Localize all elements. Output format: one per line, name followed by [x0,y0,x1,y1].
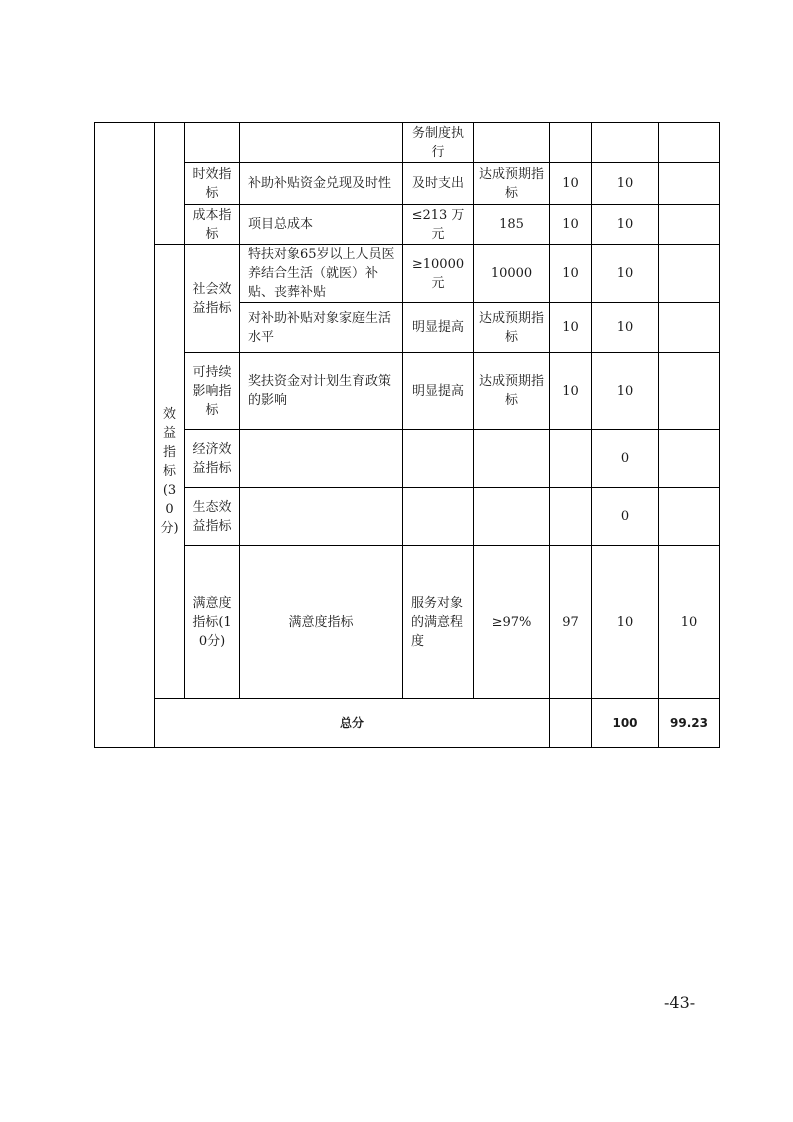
score-cell [592,123,659,163]
indicator-name-cell [240,123,403,163]
level3-cell: 生态效益指标 [185,488,240,546]
weight-cell [550,488,592,546]
weight-cell: 10 [592,546,659,699]
total-label: 总分 [155,699,550,748]
remark-cell [659,353,720,430]
remark-cell [659,430,720,488]
benefit-indicator-label: 效益指标(30分) [155,245,185,699]
level3-cell: 社会效益指标 [185,245,240,353]
total-score: 99.23 [659,699,720,748]
remark-cell [659,488,720,546]
remark-cell [659,163,720,205]
table-row [95,488,720,546]
actual-cell: 达成预期指标 [474,303,550,353]
standard-cell [403,430,474,488]
actual-cell: 97 [550,546,592,699]
table-row [95,123,720,163]
actual-cell [474,123,550,163]
standard-cell: 及时支出 [403,163,474,205]
table-row [95,546,720,699]
weight-cell: 10 [550,163,592,205]
weight-cell [550,123,592,163]
level3-cell [185,123,240,163]
remark-cell [659,123,720,163]
weight-cell: 10 [550,205,592,245]
score-cell: 0 [592,430,659,488]
indicator-name-cell: 奖扶资金对计划生育政策的影响 [240,353,403,430]
weight-cell: 10 [550,303,592,353]
standard-cell: 务制度执行 [403,123,474,163]
actual-cell [550,699,592,748]
table-row [95,245,720,303]
score-cell: 0 [592,488,659,546]
remark-cell [659,245,720,303]
weight-cell: 10 [550,245,592,303]
indicator-name-cell: 特扶对象65岁以上人员医养结合生活（就医）补贴、丧葬补贴 [240,245,403,303]
weight-cell: 10 [550,353,592,430]
remark-cell [659,303,720,353]
standard-cell [403,488,474,546]
level3-cell: 时效指标 [185,163,240,205]
standard-cell: ≤213 万元 [403,205,474,245]
total-weight: 100 [592,699,659,748]
indicator-name-cell: 项目总成本 [240,205,403,245]
score-cell: 10 [592,163,659,205]
indicator-name-cell: 补助补贴资金兑现及时性 [240,163,403,205]
score-cell: 10 [592,245,659,303]
actual-cell: 达成预期指标 [474,163,550,205]
indicator-name-cell [240,430,403,488]
performance-table [94,122,720,748]
score-cell: 10 [592,303,659,353]
actual-cell: 10000 [474,245,550,303]
weight-cell [550,430,592,488]
standard-cell: ≥97% [474,546,550,699]
level3-cell: 满意度指标 [240,546,403,699]
level1-cell [95,123,155,748]
level3-cell: 可持续影响指标 [185,353,240,430]
table-row [95,205,720,245]
indicator-name-cell: 对补助补贴对象家庭生活水平 [240,303,403,353]
satisfaction-indicator-label: 满意度指标(10分) [185,546,240,699]
actual-cell [474,430,550,488]
level3-cell: 经济效益指标 [185,430,240,488]
standard-cell: 明显提高 [403,353,474,430]
table-row [95,353,720,430]
page-number: -43- [664,993,696,1012]
remark-cell [659,205,720,245]
level3-cell: 成本指标 [185,205,240,245]
standard-cell: 明显提高 [403,303,474,353]
indicator-name-cell [240,488,403,546]
score-cell: 10 [592,353,659,430]
actual-cell [474,488,550,546]
score-cell: 10 [659,546,720,699]
score-cell: 10 [592,205,659,245]
table-row [95,430,720,488]
output-indicator-cell [155,123,185,245]
table-row [95,163,720,205]
indicator-name-cell: 服务对象的满意程度 [403,546,474,699]
actual-cell: 185 [474,205,550,245]
standard-cell: ≥10000元 [403,245,474,303]
total-row [95,699,720,748]
actual-cell: 达成预期指标 [474,353,550,430]
